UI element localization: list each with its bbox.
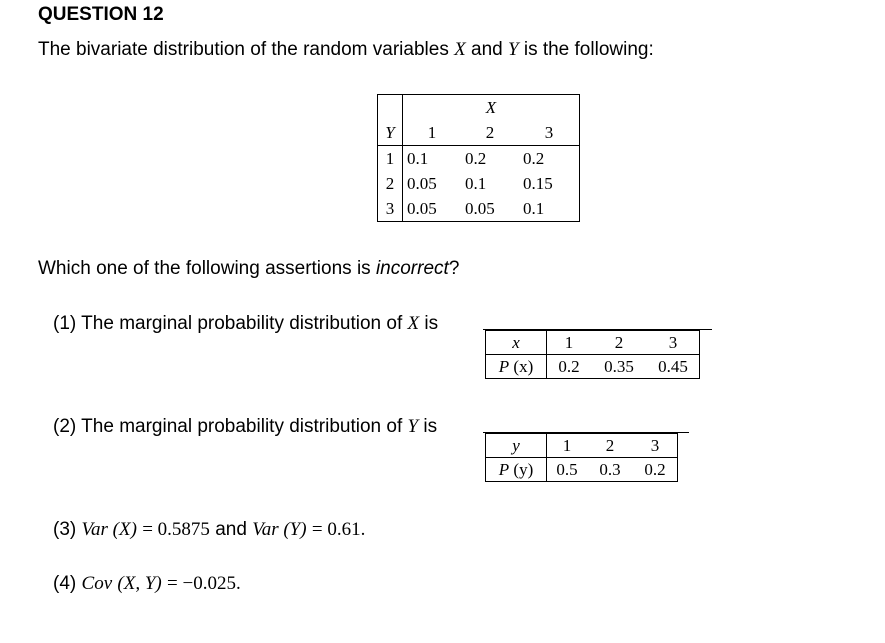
- marginal-x-table: [485, 330, 700, 379]
- option-number: (4): [53, 573, 77, 594]
- marginal-x-value: 3: [647, 331, 700, 355]
- joint-cell: 0.1: [465, 174, 487, 193]
- marginal-y-prob: 0.2: [644, 460, 666, 479]
- variance-x-value: = 0.5875: [142, 519, 210, 540]
- marginal-x-prob-row: [486, 355, 700, 379]
- marginal-y-table: [485, 433, 678, 482]
- marginal-y-value: 2: [587, 434, 633, 458]
- marginal-x-value: 1: [547, 331, 592, 355]
- option-text: is: [419, 313, 439, 334]
- option-3: [53, 519, 365, 541]
- intro-text-mid: and: [465, 39, 508, 60]
- intro-text-after: is the following:: [518, 39, 654, 60]
- marginal-y-prob-row: [486, 458, 678, 482]
- marginal-x-label: x: [486, 331, 547, 355]
- joint-y-value: 2: [378, 171, 403, 196]
- marginal-x-prob: 0.35: [604, 357, 634, 376]
- variable-x: X: [454, 39, 466, 60]
- joint-cell: 0.1: [407, 149, 429, 168]
- variance-symbol: Var: [252, 519, 279, 540]
- joint-corner-cell: [378, 95, 403, 121]
- variance-y-value: = 0.61.: [311, 519, 366, 540]
- joint-col-header: X: [485, 98, 497, 117]
- joint-distribution-table: [377, 94, 580, 222]
- marginal-y-prob-label: [486, 458, 547, 482]
- prob-symbol: P: [498, 460, 510, 479]
- option-variable: X: [407, 313, 420, 334]
- option-text: The marginal probability distribution of: [81, 313, 408, 334]
- joint-cell: 0.15: [523, 174, 553, 193]
- joint-row: [378, 196, 580, 222]
- marginal-x-header-row: [486, 331, 700, 355]
- option-1: [53, 313, 438, 335]
- option-4: [53, 573, 241, 595]
- option-2: [53, 416, 437, 438]
- prob-arg: (x): [513, 357, 534, 376]
- variance-symbol: Var: [81, 519, 108, 540]
- variance-arg: (Y): [283, 519, 307, 540]
- marginal-y-header-row: [486, 434, 678, 458]
- prompt-text-after: ?: [448, 258, 460, 279]
- marginal-y-prob: 0.3: [599, 460, 621, 479]
- option-text: The marginal probability distribution of: [81, 416, 408, 437]
- joint-cell: 0.2: [523, 149, 545, 168]
- joint-row: [378, 146, 580, 172]
- joint-cell: 0.05: [465, 199, 495, 218]
- joint-header-row-top: [378, 95, 580, 121]
- option-text: is: [418, 416, 438, 437]
- question-title: QUESTION 12: [38, 4, 164, 25]
- joint-cell: 0.1: [523, 199, 545, 218]
- variance-arg: (X): [112, 519, 137, 540]
- option-number: (2): [53, 416, 77, 437]
- prompt-text-before: Which one of the following assertions is: [38, 258, 376, 279]
- covariance-symbol: Cov: [81, 573, 113, 594]
- option-number: (3): [53, 519, 77, 540]
- joint-x-value: 1: [403, 120, 462, 146]
- joint-row-header: Y: [378, 120, 403, 146]
- option-number: (1): [53, 313, 77, 334]
- marginal-y-value: 1: [547, 434, 588, 458]
- variable-y: Y: [507, 39, 519, 60]
- joint-y-value: 1: [378, 146, 403, 172]
- joint-x-value: 3: [519, 120, 580, 146]
- joint-y-value: 3: [378, 196, 403, 222]
- prob-arg: (y): [513, 460, 534, 479]
- joint-header-row-x-values: [378, 120, 580, 146]
- question-intro: [38, 39, 654, 61]
- marginal-y-prob: 0.5: [556, 460, 578, 479]
- covariance-arg: (X, Y): [117, 573, 162, 594]
- joint-cell: 0.2: [465, 149, 487, 168]
- marginal-x-prob: 0.45: [658, 357, 688, 376]
- intro-text-before: The bivariate distribution of the random variables: [38, 39, 455, 60]
- marginal-y-label: y: [486, 434, 547, 458]
- joint-row: [378, 171, 580, 196]
- joint-cell: 0.05: [407, 199, 437, 218]
- covariance-value: = −0.025.: [167, 573, 241, 594]
- option-variable: Y: [407, 416, 419, 437]
- option-conjunction: and: [209, 519, 253, 540]
- question-prompt: [38, 258, 459, 280]
- prob-symbol: P: [498, 357, 510, 376]
- prompt-emphasis: incorrect: [375, 258, 449, 279]
- marginal-y-value: 3: [633, 434, 678, 458]
- marginal-x-prob: 0.2: [558, 357, 580, 376]
- marginal-x-prob-label: [486, 355, 547, 379]
- joint-x-value: 2: [461, 120, 519, 146]
- joint-cell: 0.05: [407, 174, 437, 193]
- marginal-x-value: 2: [591, 331, 647, 355]
